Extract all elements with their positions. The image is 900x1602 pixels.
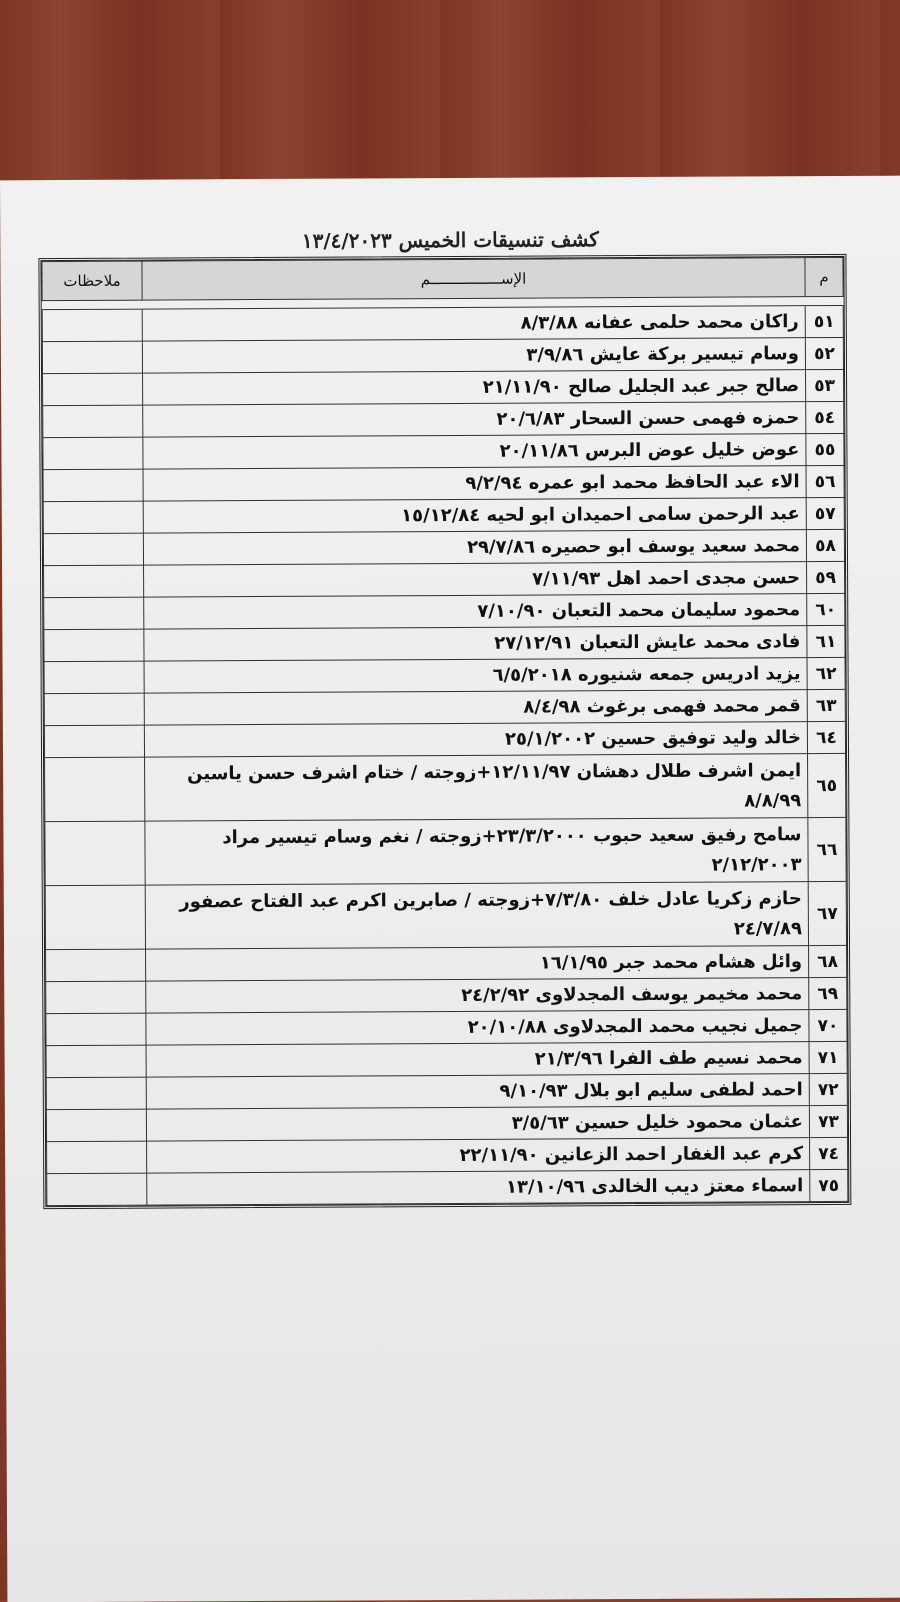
row-number: ٥٩ [807,561,845,593]
row-name: اسماء معتز ديب الخالدى ١٣/١٠/٩٦ [147,1170,810,1205]
names-table [41,257,848,1206]
table-row [46,1041,847,1077]
row-name: ايمن اشرف طلال دهشان ١٢/١١/٩٧+زوجته / ختام اشرف حسن ياسين ٨/٨/٩٩ [145,754,808,821]
row-number: ٥٨ [806,529,844,561]
row-name: حازم زكريا عادل خلف ٧/٣/٨٠+زوجته / صابرين اكرم عبد الفتاح عصفور ٢٤/٧/٨٩ [145,882,808,949]
row-notes [46,1077,146,1110]
row-notes [44,725,144,758]
row-notes [43,501,143,534]
row-number: ٧٥ [810,1169,848,1201]
row-name: راكان محمد حلمى عفانه ٨/٣/٨٨ [142,306,805,341]
row-name: قمر محمد فهمى برغوث ٨/٤/٩٨ [144,690,807,725]
table-row [43,401,844,437]
row-number: ٧٢ [809,1073,847,1105]
row-number: ٦٧ [808,881,846,945]
table-row [46,1073,847,1109]
row-notes [43,469,143,502]
table-row [43,433,844,469]
row-name: الاء عبد الحافظ محمد ابو عمره ٩/٢/٩٤ [143,466,806,501]
row-number: ٦٦ [808,817,846,881]
table-row [44,689,845,725]
row-number: ٦٨ [809,945,847,977]
document-title: كشف تنسيقات الخميس ١٣/٤/٢٠٢٣ [301,227,599,253]
table-row [44,657,845,693]
row-number: ٧١ [809,1041,847,1073]
row-notes [43,437,143,470]
table-row [45,753,846,821]
row-number: ٦٣ [807,689,845,721]
table-row [46,977,847,1013]
table-row [45,817,846,885]
table-row [43,369,844,405]
table-row [47,1137,848,1173]
row-name: محمد سعيد يوسف ابو حصيره ٢٩/٧/٨٦ [143,530,806,565]
row-number: ٥٣ [806,369,844,401]
row-name: فادى محمد عايش التعبان ٢٧/١٢/٩١ [144,626,807,661]
names-table-frame [38,254,851,1209]
row-name: صالح جبر عبد الجليل صالح ٢١/١١/٩٠ [143,370,806,405]
row-name: جميل نجيب محمد المجدلاوى ٢٠/١٠/٨٨ [146,1010,809,1045]
row-name: وائل هشام محمد جبر ١٦/١/٩٥ [146,946,809,981]
row-notes [47,1173,147,1206]
row-notes [46,949,146,982]
row-name: عوض خليل عوض البرس ٢٠/١١/٨٦ [143,434,806,469]
row-notes [43,405,143,438]
row-notes [43,533,143,566]
table-header-row [42,257,843,300]
row-name: عبد الرحمن سامى احميدان ابو لحيه ١٥/١٢/٨٤ [143,498,806,533]
row-notes [42,309,142,342]
row-notes [44,565,144,598]
table-row [46,1105,847,1141]
row-name: محمد مخيمر يوسف المجدلاوى ٢٤/٢/٩٢ [146,978,809,1013]
row-name: سامح رفيق سعيد حبوب ٢٣/٣/٢٠٠٠+زوجته / نغم وسام تيسير مراد ٢/١٢/٢٠٠٣ [145,818,808,885]
row-name: خالد وليد توفيق حسين ٢٥/١/٢٠٠٢ [144,722,807,757]
row-notes [44,629,144,662]
row-number: ٥٢ [805,337,843,369]
table-row [44,625,845,661]
row-number: ٦٠ [807,593,845,625]
row-name: حمزه فهمى حسن السحار ٢٠/٦/٨٣ [143,402,806,437]
row-number: ٥١ [805,305,843,337]
row-number: ٦٤ [807,721,845,753]
header-name: الإســــــــــــــــم [142,258,805,300]
header-number: م [805,257,843,296]
table-row [47,1169,848,1205]
row-notes [46,1013,146,1046]
row-name: محمد نسيم طف الفرا ٢١/٣/٩٦ [146,1042,809,1077]
header-notes: ملاحظات [42,261,142,301]
table-row [42,337,843,373]
row-name: وسام تيسير بركة عايش ٣/٩/٨٦ [142,338,805,373]
table-row [46,945,847,981]
row-number: ٥٦ [806,465,844,497]
row-number: ٧٤ [810,1137,848,1169]
row-number: ٧٠ [809,1009,847,1041]
row-name: حسن مجدى احمد اهل ٧/١١/٩٣ [144,562,807,597]
row-number: ٦٢ [807,657,845,689]
row-number: ٥٥ [806,433,844,465]
table-row [44,593,845,629]
row-notes [44,597,144,630]
row-name: احمد لطفى سليم ابو بلال ٩/١٠/٩٣ [146,1074,809,1109]
table-row [45,881,846,949]
table-row [43,497,844,533]
row-notes [47,1141,147,1174]
table-row [46,1009,847,1045]
row-notes [42,341,142,374]
table-row [43,465,844,501]
row-name: محمود سليمان محمد التعبان ٧/١٠/٩٠ [144,594,807,629]
row-notes [45,821,145,886]
row-number: ٥٧ [806,497,844,529]
row-number: ٦٥ [808,753,846,817]
row-name: عثمان محمود خليل حسين ٣/٥/٦٣ [146,1106,809,1141]
table-row [43,529,844,565]
row-notes [45,757,145,822]
row-notes [44,693,144,726]
row-number: ٦٩ [809,977,847,1009]
row-notes [43,373,143,406]
table-row [44,721,845,757]
row-name: كرم عبد الغفار احمد الزعانين ٢٢/١١/٩٠ [147,1138,810,1173]
row-notes [46,1045,146,1078]
row-number: ٦١ [807,625,845,657]
row-notes [44,661,144,694]
row-number: ٧٣ [809,1105,847,1137]
paper-sheet [0,176,900,1602]
row-notes [45,885,145,950]
row-notes [46,981,146,1014]
row-number: ٥٤ [806,401,844,433]
row-notes [46,1109,146,1142]
row-name: يزيد ادريس جمعه شنيوره ٦/٥/٢٠١٨ [144,658,807,693]
table-row [42,305,843,341]
table-row [44,561,845,597]
